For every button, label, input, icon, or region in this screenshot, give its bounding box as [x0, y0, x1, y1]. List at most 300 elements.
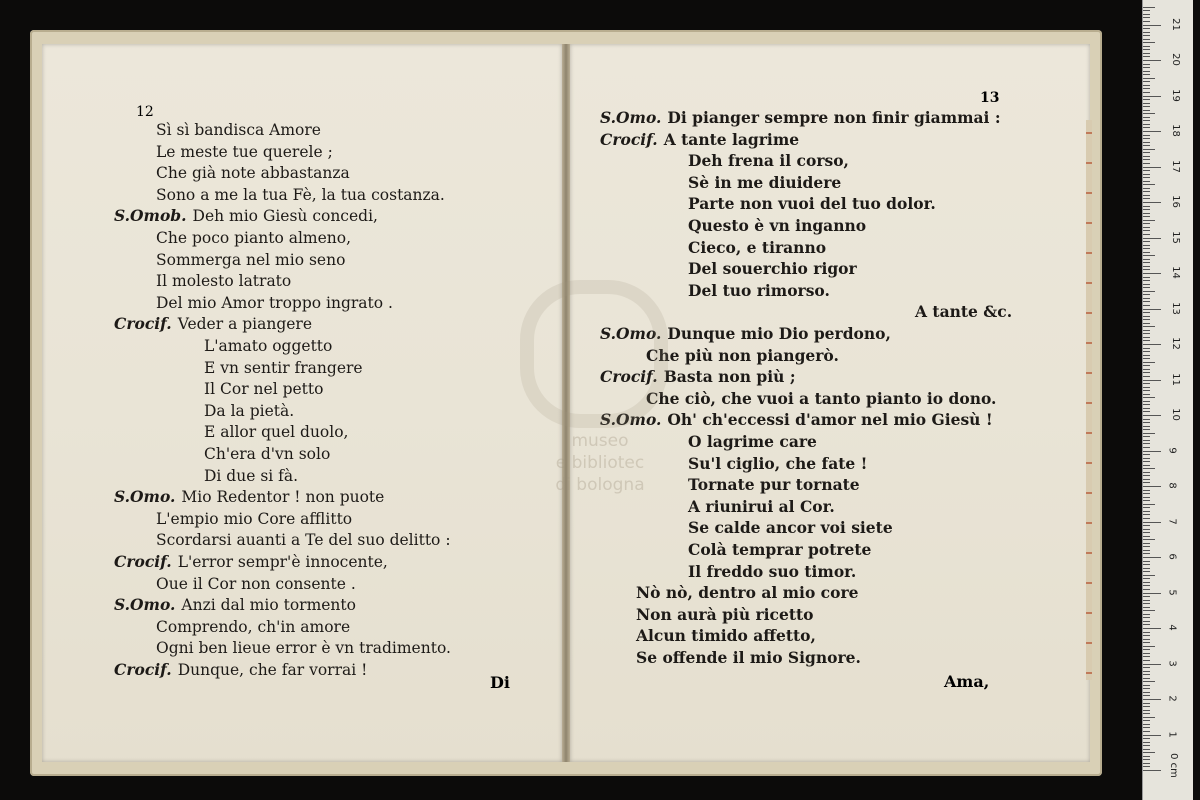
ruler-tick — [1143, 717, 1155, 718]
ruler-tick — [1143, 32, 1150, 33]
ruler-tick — [1143, 703, 1150, 704]
verse-text: Comprendo, ch'in amore — [156, 617, 351, 636]
ruler-tick — [1143, 42, 1155, 43]
ruler-number: 8 — [1166, 482, 1178, 489]
speaker-label: S.Omo. — [114, 487, 176, 507]
ruler-tick — [1143, 230, 1150, 231]
ruler-tick — [1143, 546, 1150, 547]
ruler-tick — [1143, 575, 1155, 576]
ruler-tick — [1143, 135, 1150, 136]
ruler-tick — [1143, 706, 1150, 707]
ruler-tick — [1143, 312, 1150, 313]
ruler-tick — [1143, 454, 1150, 455]
ruler-tick — [1143, 298, 1150, 299]
ruler-tick — [1143, 145, 1150, 146]
ruler-tick — [1143, 53, 1150, 54]
verse-line — [646, 346, 839, 366]
ruler-tick — [1143, 404, 1150, 405]
ruler-number: 1 — [1166, 730, 1178, 738]
verse-line — [688, 238, 826, 258]
verse-text: A tante lagrime — [663, 129, 800, 149]
ruler-tick — [1143, 621, 1150, 622]
ruler-tick — [1143, 436, 1150, 437]
ruler-tick — [1143, 117, 1150, 118]
ruler-tick — [1143, 280, 1150, 281]
ruler-tick — [1143, 568, 1150, 569]
ruler-tick — [1143, 419, 1150, 420]
verse-text: Tornate pur tornate — [688, 475, 860, 495]
marbled-edge — [1086, 120, 1092, 680]
ruler-tick — [1143, 319, 1150, 320]
ruler-unit: 0 cm — [1167, 753, 1179, 778]
ruler-tick — [1143, 681, 1155, 682]
watermark-line-3: di bologna — [555, 475, 645, 495]
ruler-tick — [1143, 355, 1150, 356]
verse-line — [114, 487, 384, 507]
ruler-tick — [1143, 695, 1150, 696]
left-page-number: 12 — [136, 104, 154, 120]
verse-line — [114, 660, 367, 680]
verse-text: Veder a piangere — [177, 315, 313, 334]
ruler-tick — [1143, 85, 1150, 86]
ruler-tick — [1143, 326, 1155, 327]
ruler-tick — [1143, 387, 1150, 388]
ruler-tick — [1143, 113, 1155, 114]
ruler-tick — [1143, 571, 1150, 572]
verse-text: Sommerga nel mio seno — [156, 250, 346, 269]
watermark-logo-icon — [520, 280, 668, 428]
ruler-tick — [1143, 514, 1150, 515]
verse-text: Del mio Amor troppo ingrato . — [156, 293, 393, 312]
ruler-tick — [1143, 92, 1150, 93]
verse-line — [688, 562, 856, 582]
ruler-tick — [1143, 380, 1161, 381]
ruler-tick — [1143, 766, 1150, 767]
ruler-tick — [1143, 184, 1155, 185]
ruler-tick — [1143, 330, 1150, 331]
ruler-tick — [1143, 493, 1150, 494]
ruler-tick — [1143, 642, 1150, 643]
speaker-label: Crocif. — [600, 129, 658, 149]
ruler-tick — [1143, 17, 1150, 18]
ruler-tick — [1143, 316, 1150, 317]
ruler-tick — [1143, 422, 1150, 423]
speaker-label: S.Omo. — [600, 324, 662, 343]
ruler-tick — [1143, 486, 1161, 487]
verse-line — [156, 228, 351, 248]
ruler-tick — [1143, 277, 1150, 278]
verse-line — [688, 281, 830, 301]
verse-text: E allor quel duolo, — [204, 423, 349, 442]
ruler-tick — [1143, 759, 1150, 760]
ruler-tick — [1143, 206, 1150, 207]
ruler-number: 12 — [1169, 337, 1181, 350]
verse-line — [156, 185, 445, 205]
ruler-tick — [1143, 756, 1150, 757]
ruler-tick — [1143, 710, 1150, 711]
verse-text: Sè in me diuidere — [688, 172, 842, 192]
ruler-tick — [1143, 529, 1150, 530]
ruler-tick — [1143, 390, 1150, 391]
ruler-tick — [1143, 433, 1155, 434]
ruler-tick — [1143, 259, 1150, 260]
ruler-tick — [1143, 21, 1150, 22]
ruler-tick — [1143, 227, 1150, 228]
verse-line — [204, 444, 330, 464]
verse-line — [156, 509, 352, 529]
ruler-tick — [1143, 152, 1150, 153]
verse-line — [156, 638, 451, 658]
ruler-tick — [1143, 735, 1161, 736]
ruler-number: 17 — [1169, 159, 1181, 173]
ruler-tick — [1143, 284, 1150, 285]
ruler-tick — [1143, 181, 1150, 182]
ruler-tick — [1143, 667, 1150, 668]
verse-text: Il molesto latrato — [156, 272, 292, 291]
right-catchword: Ama, — [944, 672, 990, 691]
ruler-tick — [1143, 646, 1155, 647]
ruler-tick — [1143, 170, 1150, 171]
ruler-number: 18 — [1169, 124, 1181, 137]
ruler-tick — [1143, 589, 1150, 590]
ruler-tick — [1143, 262, 1150, 263]
verse-line — [600, 130, 799, 150]
ruler-tick — [1143, 600, 1150, 601]
ruler-tick — [1143, 653, 1150, 654]
verse-text: Nò nò, dentro al mio core — [636, 583, 859, 603]
ruler-tick — [1143, 536, 1150, 537]
verse-line — [114, 206, 378, 226]
verse-line — [204, 336, 332, 356]
ruler-tick — [1143, 720, 1150, 721]
verse-text: Questo è vn inganno — [688, 216, 867, 235]
ruler-tick — [1143, 159, 1150, 160]
ruler-tick — [1143, 10, 1150, 11]
ruler-tick — [1143, 323, 1150, 324]
ruler-tick — [1143, 372, 1150, 373]
ruler-tick — [1143, 724, 1150, 725]
ruler-tick — [1143, 415, 1161, 416]
ruler-tick — [1143, 294, 1150, 295]
ruler-tick — [1143, 333, 1150, 334]
ruler-tick — [1143, 610, 1155, 611]
verse-line — [204, 358, 363, 378]
ruler-tick — [1143, 39, 1150, 40]
ruler-tick — [1143, 273, 1161, 274]
ruler-tick — [1143, 745, 1150, 746]
ruler-tick — [1143, 635, 1150, 636]
watermark-line-1: museo — [571, 431, 629, 451]
ruler-tick — [1143, 543, 1150, 544]
ruler-number: 5 — [1166, 588, 1178, 596]
ruler-tick — [1143, 344, 1161, 345]
verse-line — [114, 314, 312, 334]
ruler-tick — [1143, 500, 1150, 501]
verse-text: Il Cor nel petto — [204, 380, 324, 399]
verse-line — [600, 410, 993, 430]
ruler-number: 11 — [1169, 372, 1181, 386]
verse-text: Anzi dal mio tormento — [181, 596, 356, 615]
verse-line — [646, 389, 996, 409]
verse-text: Il freddo suo timor. — [688, 561, 857, 581]
verse-text: Che già note abbastanza — [156, 164, 350, 183]
ruler-tick — [1143, 348, 1150, 349]
ruler-tick — [1143, 14, 1150, 15]
ruler-tick — [1143, 220, 1155, 221]
speaker-label: Crocif. — [114, 660, 172, 679]
verse-line — [204, 401, 294, 421]
speaker-label: S.Omob. — [114, 206, 187, 226]
verse-text: Di pianger sempre non finir giammai : — [667, 108, 1001, 127]
ruler-tick — [1143, 138, 1150, 139]
ruler-tick — [1143, 504, 1155, 505]
ruler-tick — [1143, 7, 1155, 8]
left-catchword: Di — [490, 673, 510, 692]
ruler-tick — [1143, 252, 1150, 253]
verse-text: Dunque, che far vorrai ! — [177, 661, 368, 679]
verse-line — [636, 626, 816, 646]
ruler-tick — [1143, 103, 1150, 104]
verse-text: L'error sempr'è innocente, — [177, 553, 388, 571]
ruler-tick — [1143, 131, 1161, 132]
ruler-tick — [1143, 511, 1150, 512]
ruler-tick — [1143, 561, 1150, 562]
ruler-tick — [1143, 234, 1150, 235]
ruler-tick — [1143, 213, 1150, 214]
verse-text: Oue il Cor non consente . — [156, 574, 356, 593]
ruler-tick — [1143, 124, 1150, 125]
ruler-number: 15 — [1169, 230, 1181, 244]
verse-line — [636, 605, 814, 625]
ruler-tick — [1143, 770, 1161, 771]
ruler-tick — [1143, 738, 1150, 739]
ruler-tick — [1143, 585, 1150, 586]
ruler-tick — [1143, 649, 1150, 650]
watermark-line-2: e bibliotec — [555, 453, 645, 473]
ruler-tick — [1143, 692, 1150, 693]
ruler-tick — [1143, 25, 1161, 26]
ruler-tick — [1143, 46, 1150, 47]
verse-line — [204, 379, 323, 399]
ruler-tick — [1143, 248, 1150, 249]
verse-text: Da la pietà. — [204, 401, 295, 420]
ruler-tick — [1143, 763, 1150, 764]
ruler-tick — [1143, 408, 1150, 409]
verse-text: Del tuo rimorso. — [688, 280, 830, 300]
ruler-tick — [1143, 639, 1150, 640]
ruler-tick — [1143, 472, 1150, 473]
verse-text: Deh mio Giesù concedi, — [192, 207, 378, 226]
ruler-number: 10 — [1169, 408, 1181, 421]
verse-line — [156, 617, 350, 637]
speaker-label: Crocif. — [600, 367, 658, 387]
ruler-tick — [1143, 156, 1150, 157]
ruler-tick — [1143, 96, 1161, 97]
verse-text: Colà temprar potrete — [688, 540, 872, 559]
ruler-tick — [1143, 78, 1155, 79]
verse-text: A riunirui al Cor. — [688, 496, 835, 516]
ruler-tick — [1143, 688, 1150, 689]
left-page — [42, 44, 562, 762]
ruler-tick — [1143, 188, 1150, 189]
ruler-tick — [1143, 607, 1150, 608]
ruler-tick — [1143, 177, 1150, 178]
ruler-tick — [1143, 163, 1150, 164]
verse-text: Cieco, e tiranno — [688, 237, 827, 257]
ruler-tick — [1143, 64, 1150, 65]
verse-text: Che più non piangerò. — [646, 345, 839, 365]
ruler-tick — [1143, 578, 1150, 579]
verse-text: L'amato oggetto — [204, 337, 333, 355]
ruler-tick — [1143, 553, 1150, 554]
ruler-tick — [1143, 291, 1155, 292]
verse-line — [114, 595, 356, 615]
ruler-tick — [1143, 671, 1150, 672]
ruler-tick — [1143, 337, 1150, 338]
speaker-label: Crocif. — [114, 552, 172, 571]
ruler-number: 4 — [1166, 624, 1178, 631]
verse-text: Se calde ancor voi siete — [688, 518, 893, 538]
ruler-tick — [1143, 678, 1150, 679]
ruler-tick — [1143, 195, 1150, 196]
verse-text: O lagrime care — [688, 432, 817, 451]
ruler-tick — [1143, 74, 1150, 75]
ruler-tick — [1143, 475, 1150, 476]
speaker-label: Crocif. — [114, 314, 172, 334]
ruler-tick — [1143, 149, 1155, 150]
verse-line — [688, 540, 871, 560]
verse-text: Oh' ch'eccessi d'amor nel mio Giesù ! — [667, 410, 993, 430]
verse-line — [688, 151, 849, 171]
ruler-tick — [1143, 28, 1150, 29]
right-page-number: 13 — [980, 90, 1000, 106]
verse-line — [156, 574, 356, 594]
ruler-tick — [1143, 522, 1161, 523]
ruler-tick — [1143, 458, 1150, 459]
ruler-tick — [1143, 383, 1150, 384]
ruler-tick — [1143, 106, 1150, 107]
ruler-tick — [1143, 202, 1161, 203]
ruler-tick — [1143, 287, 1150, 288]
ruler-tick — [1143, 238, 1161, 239]
verse-text: A tante &c. — [915, 302, 1013, 322]
ruler-tick — [1143, 88, 1150, 89]
verse-text: L'empio mio Core afflitto — [156, 509, 353, 528]
ruler-number: 19 — [1169, 88, 1181, 102]
ruler-tick — [1143, 699, 1161, 700]
ruler-tick — [1143, 397, 1155, 398]
ruler-tick — [1143, 742, 1150, 743]
ruler-tick — [1143, 60, 1161, 61]
verse-text: E vn sentir frangere — [204, 358, 363, 377]
ruler-tick — [1143, 49, 1150, 50]
verse-text: Parte non vuoi del tuo dolor. — [688, 194, 936, 214]
ruler-tick — [1143, 752, 1155, 753]
ruler-tick — [1143, 557, 1161, 558]
ruler-tick — [1143, 305, 1150, 306]
verse-line — [156, 142, 333, 162]
ruler-tick — [1143, 376, 1150, 377]
ruler-number: 9 — [1166, 446, 1178, 454]
ruler-tick — [1143, 727, 1150, 728]
ruler-tick — [1143, 67, 1150, 68]
ruler-tick — [1143, 365, 1150, 366]
speaker-label: S.Omo. — [600, 108, 662, 127]
verse-line — [204, 422, 348, 442]
ruler-tick — [1143, 539, 1155, 540]
speaker-label: S.Omo. — [114, 595, 176, 615]
ruler-tick — [1143, 550, 1150, 551]
ruler-number: 16 — [1169, 195, 1181, 208]
verse-text: Sì sì bandisca Amore — [156, 121, 321, 139]
verse-text: Scordarsi auanti a Te del suo delitto : — [156, 531, 451, 550]
verse-line — [156, 163, 350, 183]
verse-text: Del souerchio rigor — [688, 259, 857, 279]
ruler-tick — [1143, 632, 1150, 633]
ruler-tick — [1143, 362, 1155, 363]
ruler-tick — [1143, 479, 1150, 480]
ruler-tick — [1143, 451, 1161, 452]
ruler-number: 3 — [1166, 659, 1178, 667]
verse-line — [600, 108, 1001, 128]
ruler-tick — [1143, 465, 1150, 466]
ruler-tick — [1143, 191, 1150, 192]
verse-line — [156, 120, 321, 140]
verse-line — [156, 293, 393, 313]
verse-text: Basta non più ; — [663, 367, 796, 387]
ruler-tick — [1143, 351, 1150, 352]
ruler-tick — [1143, 564, 1150, 565]
ruler-tick — [1143, 731, 1150, 732]
ruler-tick — [1143, 81, 1150, 82]
ruler-tick — [1143, 603, 1150, 604]
ruler-tick — [1143, 685, 1150, 686]
ruler-tick — [1143, 269, 1150, 270]
ruler-tick — [1143, 167, 1161, 168]
ruler-tick — [1143, 532, 1150, 533]
verse-line — [688, 259, 857, 279]
ruler-tick — [1143, 301, 1150, 302]
verse-text: Ogni ben lieue error è vn tradimento. — [156, 639, 451, 658]
ruler-tick — [1143, 241, 1150, 242]
ruler-number: 6 — [1166, 553, 1178, 560]
ruler-tick — [1143, 461, 1150, 462]
ruler-tick — [1143, 628, 1161, 629]
ruler-tick — [1143, 369, 1150, 370]
verse-line — [915, 302, 1012, 322]
verse-text: Alcun timido affetto, — [636, 626, 816, 646]
ruler-tick — [1143, 749, 1150, 750]
ruler-tick — [1143, 223, 1150, 224]
ruler-tick — [1143, 110, 1150, 111]
ruler-tick — [1143, 35, 1150, 36]
ruler-tick — [1143, 120, 1150, 121]
ruler-number: 2 — [1166, 695, 1178, 702]
ruler-tick — [1143, 255, 1155, 256]
ruler-tick — [1143, 71, 1150, 72]
verse-line — [688, 194, 936, 214]
ruler-tick — [1143, 99, 1150, 100]
verse-line — [156, 271, 291, 291]
ruler-number: 7 — [1166, 517, 1178, 525]
ruler-tick — [1143, 482, 1150, 483]
verse-line — [688, 518, 893, 538]
ruler-tick — [1143, 497, 1150, 498]
ruler-tick — [1143, 624, 1150, 625]
measurement-ruler — [1142, 0, 1193, 800]
verse-text: Le meste tue querele ; — [156, 142, 333, 161]
ruler-number: 20 — [1169, 53, 1181, 66]
